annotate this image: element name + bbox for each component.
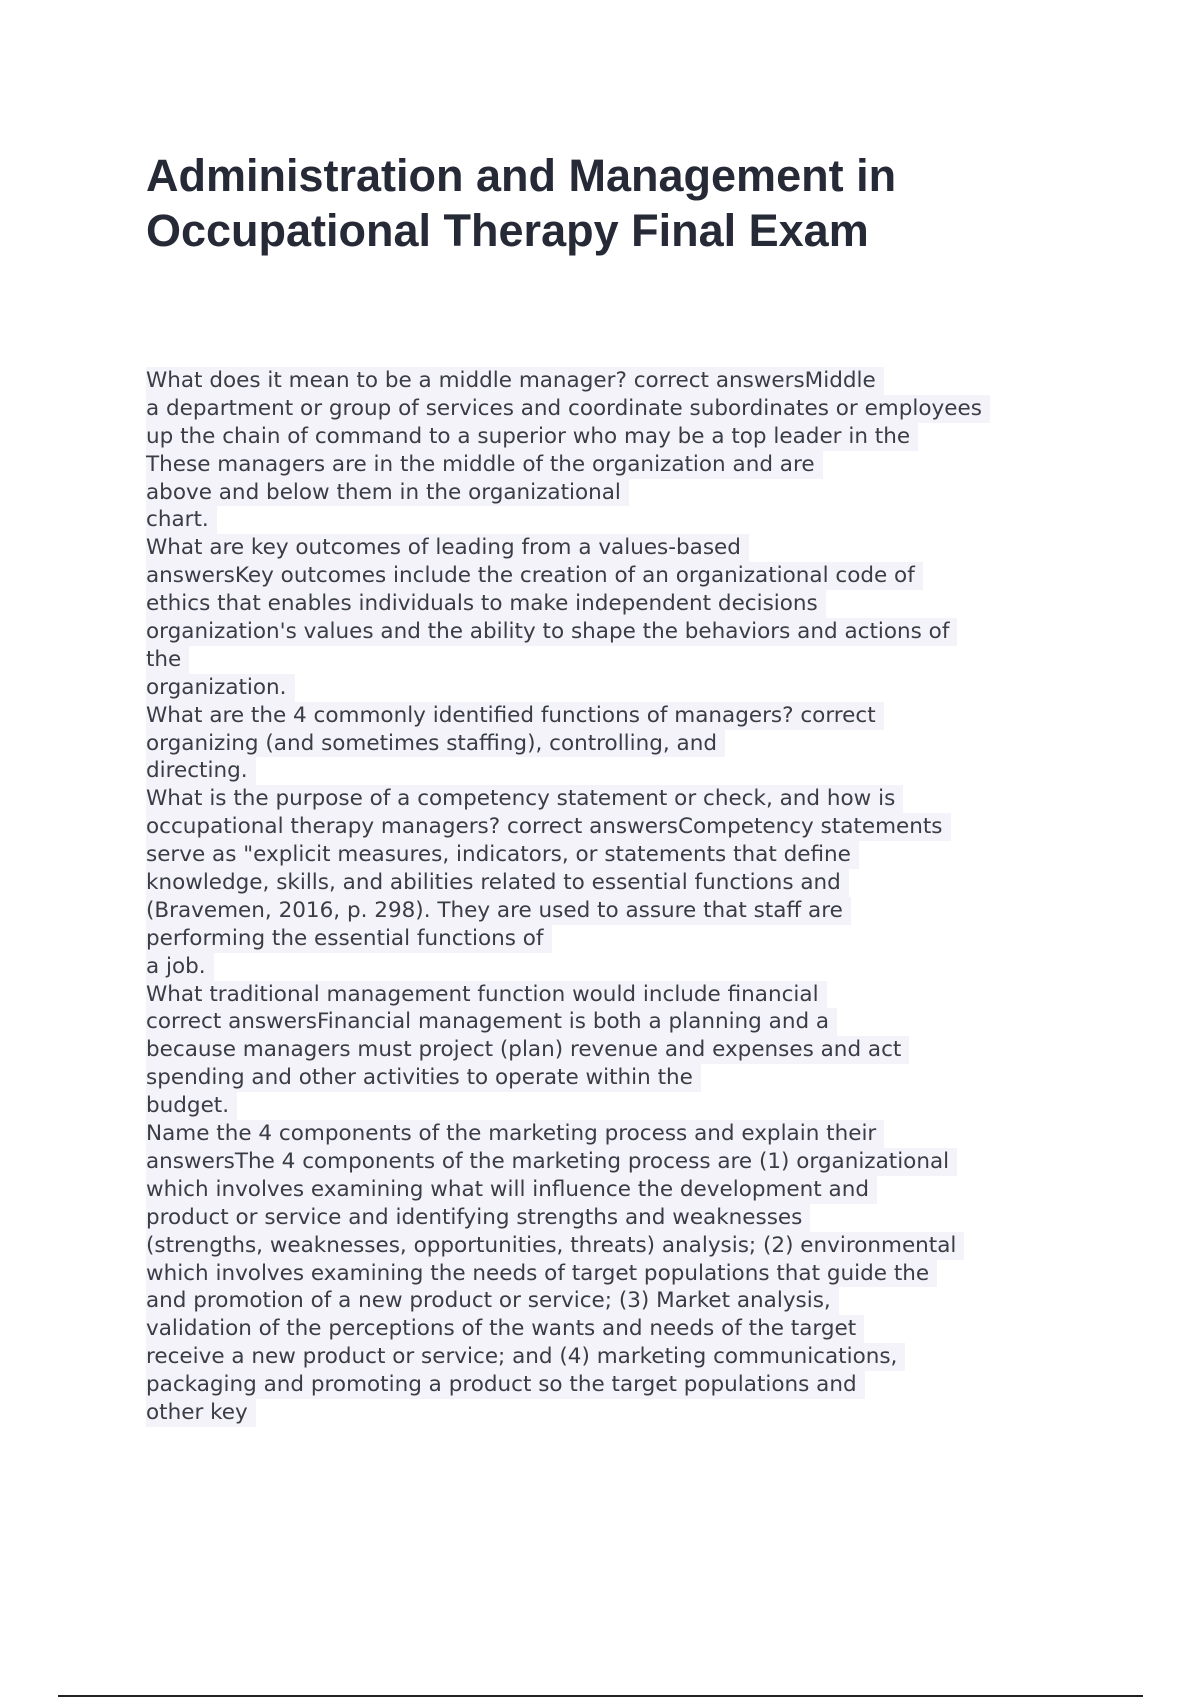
body-line-text: budget. bbox=[146, 1092, 237, 1120]
body-line-text: organizing (and sometimes staffing), controlling, and bbox=[146, 730, 725, 758]
body-line bbox=[146, 1036, 1106, 1064]
body-line bbox=[146, 562, 1106, 590]
body-line-text: product or service and identifying strengths and weaknesses bbox=[146, 1204, 810, 1232]
footer-divider bbox=[58, 1695, 1143, 1697]
body-line bbox=[146, 451, 1106, 479]
body-line bbox=[146, 1204, 1106, 1232]
body-line-text: (strengths, weaknesses, opportunities, threats) analysis; (2) environmental bbox=[146, 1232, 964, 1260]
body-line bbox=[146, 757, 1106, 785]
body-line bbox=[146, 1092, 1106, 1120]
body-line bbox=[146, 646, 1106, 674]
body-line bbox=[146, 506, 1106, 534]
body-line-text: serve as "explicit measures, indicators, or statements that define bbox=[146, 841, 859, 869]
body-line-text: because managers must project (plan) revenue and expenses and act bbox=[146, 1036, 909, 1064]
body-line-text: packaging and promoting a product so the target populations and bbox=[146, 1371, 865, 1399]
body-line-text: validation of the perceptions of the wants and needs of the target bbox=[146, 1315, 864, 1343]
body-line bbox=[146, 1176, 1106, 1204]
body-line bbox=[146, 674, 1106, 702]
body-line-text: chart. bbox=[146, 506, 217, 534]
body-line bbox=[146, 1232, 1106, 1260]
body-line bbox=[146, 1008, 1106, 1036]
body-line-text: the bbox=[146, 646, 189, 674]
body-line bbox=[146, 730, 1106, 758]
body-line bbox=[146, 1343, 1106, 1371]
body-line-text: occupational therapy managers? correct answersCompetency statements bbox=[146, 813, 951, 841]
body-line bbox=[146, 841, 1106, 869]
body-line bbox=[146, 981, 1106, 1009]
body-line bbox=[146, 1399, 1106, 1427]
body-line bbox=[146, 1120, 1106, 1148]
body-line bbox=[146, 702, 1106, 730]
body-line bbox=[146, 1315, 1106, 1343]
body-line bbox=[146, 813, 1106, 841]
body-line-text: other key bbox=[146, 1399, 256, 1427]
body-line-text: What does it mean to be a middle manager? correct answersMiddle bbox=[146, 367, 884, 395]
body-line bbox=[146, 953, 1106, 981]
body-line bbox=[146, 897, 1106, 925]
body-line bbox=[146, 1287, 1106, 1315]
body-line bbox=[146, 1371, 1106, 1399]
body-line-text: performing the essential functions of bbox=[146, 925, 552, 953]
body-line bbox=[146, 534, 1106, 562]
body-line-text: organization. bbox=[146, 674, 295, 702]
title-line-2: Occupational Therapy Final Exam bbox=[146, 205, 869, 256]
page-title bbox=[146, 148, 1046, 258]
body-line bbox=[146, 785, 1106, 813]
body-line bbox=[146, 479, 1106, 507]
exam-body-text bbox=[146, 367, 1106, 1427]
body-line bbox=[146, 618, 1106, 646]
body-line-text: What is the purpose of a competency statement or check, and how is bbox=[146, 785, 903, 813]
body-line-text: What traditional management function would include financial bbox=[146, 981, 827, 1009]
body-line-text: (Bravemen, 2016, p. 298). They are used to assure that staff are bbox=[146, 897, 851, 925]
body-line-text: Name the 4 components of the marketing process and explain their bbox=[146, 1120, 884, 1148]
body-line bbox=[146, 1148, 1106, 1176]
title-line-1: Administration and Management in bbox=[146, 150, 897, 201]
body-line bbox=[146, 590, 1106, 618]
body-line-text: What are key outcomes of leading from a values-based bbox=[146, 534, 749, 562]
body-line bbox=[146, 1260, 1106, 1288]
body-line bbox=[146, 869, 1106, 897]
body-line-text: which involves examining what will influence the development and bbox=[146, 1176, 877, 1204]
body-line-text: which involves examining the needs of target populations that guide the bbox=[146, 1260, 937, 1288]
body-line-text: answersKey outcomes include the creation of an organizational code of bbox=[146, 562, 923, 590]
body-line bbox=[146, 1064, 1106, 1092]
body-line bbox=[146, 925, 1106, 953]
body-line bbox=[146, 367, 1106, 395]
body-line-text: a department or group of services and coordinate subordinates or employees bbox=[146, 395, 990, 423]
body-line-text: ethics that enables individuals to make independent decisions bbox=[146, 590, 826, 618]
body-line-text: organization's values and the ability to shape the behaviors and actions of bbox=[146, 618, 957, 646]
body-line-text: These managers are in the middle of the organization and are bbox=[146, 451, 823, 479]
body-line-text: a job. bbox=[146, 953, 214, 981]
body-line-text: knowledge, skills, and abilities related to essential functions and bbox=[146, 869, 849, 897]
body-line-text: What are the 4 commonly identified functions of managers? correct bbox=[146, 702, 884, 730]
body-line-text: spending and other activities to operate within the bbox=[146, 1064, 701, 1092]
body-line bbox=[146, 423, 1106, 451]
body-line-text: directing. bbox=[146, 757, 256, 785]
body-line-text: correct answersFinancial management is both a planning and a bbox=[146, 1008, 837, 1036]
body-line bbox=[146, 395, 1106, 423]
body-line-text: and promotion of a new product or service; (3) Market analysis, bbox=[146, 1287, 839, 1315]
body-line-text: up the chain of command to a superior who may be a top leader in the bbox=[146, 423, 918, 451]
body-line-text: receive a new product or service; and (4) marketing communications, bbox=[146, 1343, 905, 1371]
body-line-text: above and below them in the organizational bbox=[146, 479, 629, 507]
body-line-text: answersThe 4 components of the marketing process are (1) organizational bbox=[146, 1148, 957, 1176]
